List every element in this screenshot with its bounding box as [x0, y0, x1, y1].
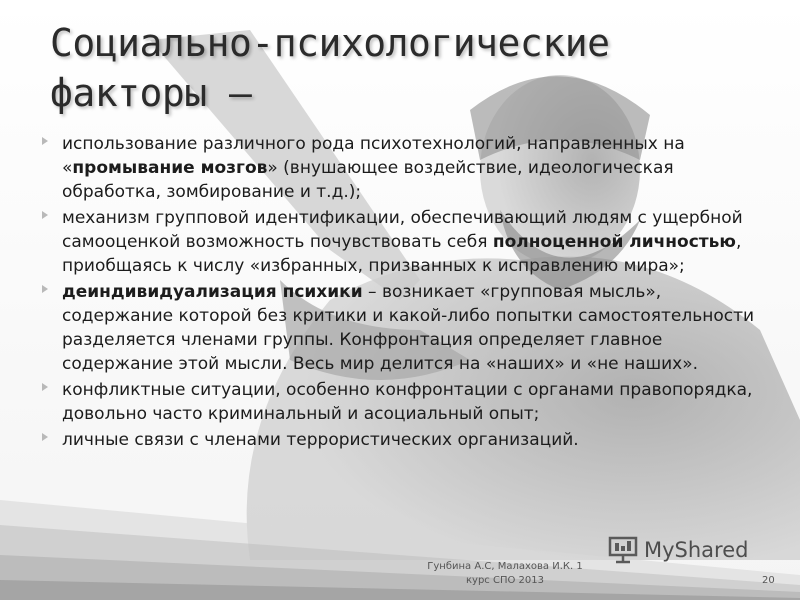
footer-author-line-1: Гунбина А.С, Малахова И.К. 1	[427, 561, 583, 572]
bullet-item	[40, 132, 760, 204]
bullet-text: использование различного рода психотехнологий, направленных на «	[62, 134, 685, 178]
bullet-arrow-icon	[42, 137, 48, 145]
page-number: 20	[762, 575, 775, 586]
bullet-text: – возникает «групповая мысль», содержание которой без критики и какой-либо попытки самостоятельности разделяется членами группы. Конфронтация определяет главное содержание этой мысли. Весь мир делится на «наших» и «не наших».	[62, 282, 755, 374]
bullet-text: конфликтные ситуации, особенно конфронтации с органами правопорядка, довольно часто криминальный и асоциальный опыт;	[62, 380, 753, 424]
footer-author-line-2: курс СПО 2013	[466, 575, 544, 586]
bullet-bold-text: полноценной личностью	[492, 232, 736, 252]
watermark-text: MyShared	[644, 538, 749, 562]
bullet-text: механизм групповой идентификации, обеспечивающий людям с ущербной самооценкой возможность почувствовать себя	[62, 208, 743, 252]
content-area	[40, 132, 760, 454]
bullet-arrow-icon	[42, 285, 48, 293]
bullet-arrow-icon	[42, 211, 48, 219]
bullet-bold-text: деиндивидуализация психики	[62, 282, 363, 302]
bullet-text: , приобщаясь к числу «избранных, призванных к исправлению мира»;	[62, 232, 742, 276]
bullet-arrow-icon	[42, 383, 48, 391]
bullet-text: личные связи с членами террористических организаций.	[62, 430, 579, 450]
bullet-item	[40, 206, 760, 278]
bullet-arrow-icon	[42, 433, 48, 441]
title-line-1: Социально-психологические	[50, 21, 610, 65]
bullet-item	[40, 428, 760, 452]
slide-title	[50, 18, 770, 118]
presentation-board-icon	[608, 536, 638, 564]
bullet-list	[40, 132, 760, 452]
title-line-2: факторы –	[50, 71, 252, 115]
bullet-text: » (внушающее воздействие, идеологическая обработка, зомбирование и т.д.);	[62, 158, 674, 202]
bullet-bold-text: промывание мозгов	[72, 158, 268, 178]
bullet-item	[40, 378, 760, 426]
bullet-item	[40, 280, 760, 376]
myshared-watermark[interactable]	[608, 536, 748, 564]
footer-author	[420, 560, 590, 588]
